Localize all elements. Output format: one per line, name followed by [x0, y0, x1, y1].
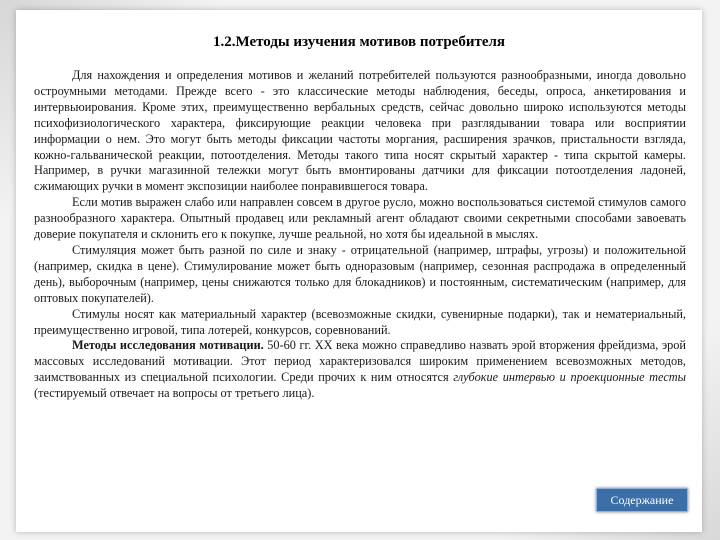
- paragraph-1: Для нахождения и определения мотивов и желаний потребителей пользуются разнообразными, иногда довольно остроумными методами. Прежде всего - это классические методы наблюдения, беседы, опроса, анкетирования и интервьюирования. Кроме этих, преимущественно вербальных средств, сейчас довольно широко используются методы психофизиологического характера, фиксирующие реакции человека при разглядывании товара или восприятии информации о нем. Это могут быть методы фиксации частоты моргания, расширения зрачков, пристальности взгляда, кожно-гальванической реакции, потоотделения. Методы такого типа носят скрытый характер - типа скрытой камеры. Например, в ручки магазинной тележки могут быть вмонтированы датчики для фиксации потоотделения ладоней, сжимающих ручки в момент экспозиции наиболее понравившегося товара.: [34, 68, 686, 194]
- paragraph-4: Стимулы носят как материальный характер (всевозможные скидки, сувенирные подарки), так и нематериальный, преимущественно игровой, типа лотерей, конкурсов, соревнований.: [34, 306, 686, 337]
- contents-button[interactable]: Содержание: [596, 488, 688, 512]
- page-title: 1.2.Методы изучения мотивов потребителя: [212, 34, 506, 50]
- paragraph-5-italic: глубокие интервью и проекционные тесты: [453, 370, 687, 385]
- paragraph-2: Если мотив выражен слабо или направлен совсем в другое русло, можно воспользоваться системой стимулов самого разнообразного характера. Опытный продавец или рекламный агент обладают своими секретными способами завоевать доверие покупателя и склонить его к покупке, лучше реальной, но хотя бы идеальной в мыслях.: [34, 195, 686, 242]
- paragraph-5: [34, 338, 686, 402]
- paragraph-5-end: (тестируемый отвечает на вопросы от третьего лица).: [34, 386, 315, 401]
- paragraph-3: Стимуляция может быть разной по силе и знаку - отрицательной (например, штрафы, угрозы) и положительной (например, скидка в цене). Стимулирование может быть одноразовым (например, сезонная распродажа в определенный день), выборочным (например, цены снижаются только для блокадников) и постоянным, систематическим (например, для оптовых покупателей).: [34, 242, 686, 305]
- document-page: [16, 10, 702, 532]
- paragraph-5-text: 50-60 гг. XX века можно справедливо назвать эрой вторжения фрейдизма, эрой массовых исследований мотивации. Этот период характеризовался широким применением всевозможных методов, заимствованных из специальной психологии. Среди прочих к ним относятся: [34, 338, 686, 385]
- paragraph-5-heading: Методы исследования мотивации.: [72, 338, 264, 353]
- document-body: [34, 68, 686, 402]
